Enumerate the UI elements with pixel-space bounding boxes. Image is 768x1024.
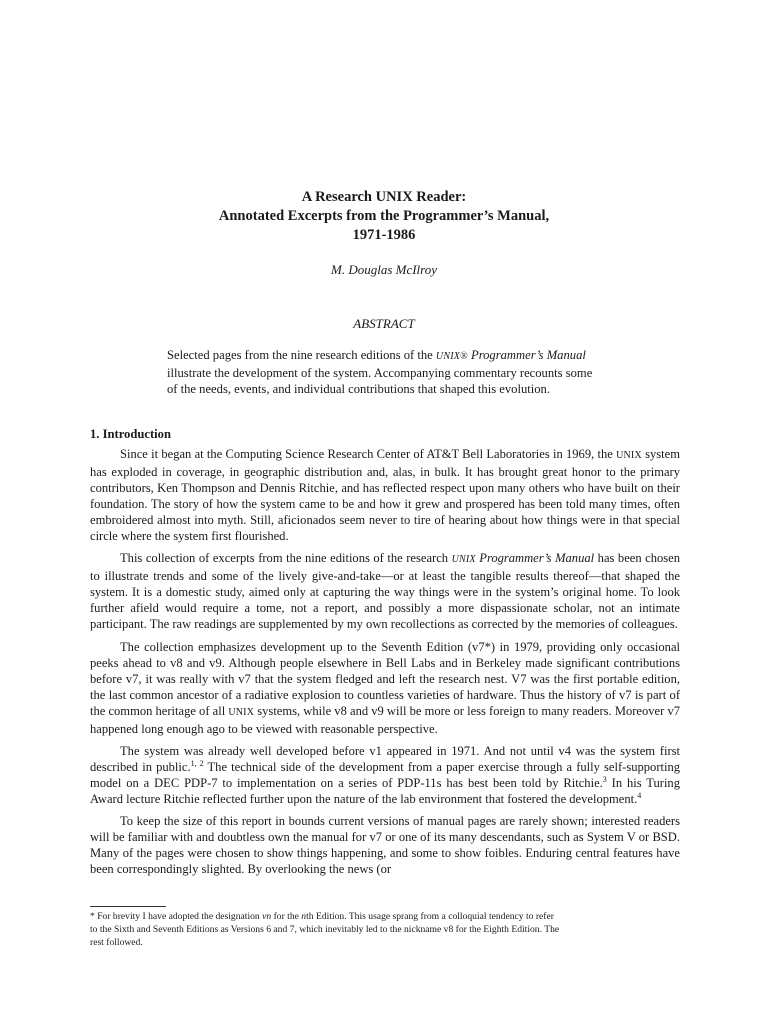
- footnote-vn: vn: [262, 911, 272, 922]
- abstract-text-pre: Selected pages from the nine research editions of the: [167, 348, 436, 362]
- title-line-2: Annotated Excerpts from the Programmer’s Manual,: [218, 208, 550, 224]
- abstract-unix: UNIX®: [435, 351, 468, 362]
- footnote-text-c: th Edition. This usage sprang from a colloquial tendency to refer to the Sixth and Seventh Editions as Versions 6 and 7, which inevitably led to the nickname v8 for the Eighth Edition. The rest followed.: [90, 911, 560, 948]
- paragraph-4-text-c: In his Turing Award lecture Ritchie reflected further upon the nature of the lab environment that fostered the development.: [90, 775, 680, 806]
- paragraph-1-text-a: Since it began at the Computing Science Research Center of AT&T Bell Laboratories in 1969, the: [120, 447, 617, 461]
- paragraph-2-text-b: has been chosen to illustrate trends and some of the lively give-and-take—or at least the tangible results thereof—that shaped the system. It is a domestic study, aimed only at capturing the way things were in the system’s original home. To look further afield would require a tome, not a report, and possibly a more dispassionate scholar, not an intimate participant. The raw readings are supplemented by my own recollections as corrected by the memories of colleagues.: [90, 551, 680, 632]
- footnote: [90, 910, 560, 949]
- citation-ref-4: 4: [637, 790, 642, 800]
- abstract-manual-title: Programmer’s Manual: [467, 348, 586, 362]
- paragraph-1: [90, 446, 680, 544]
- paragraph-5: To keep the size of this report in bounds current versions of manual pages are rarely shown; interested readers will be familiar with and doubtless own the manual for v7 or one of its many descendants, such as System V or BSD. Many of the pages were chosen to show things happening, and some to show foibles. Enduring central features have been correspondingly slighted. By overlooking the news (or: [90, 813, 680, 877]
- title-line-3: 1971-1986: [352, 227, 416, 243]
- abstract-heading: ABSTRACT: [353, 316, 415, 331]
- footnote-n: n: [301, 911, 307, 922]
- paper-title: [0, 188, 768, 245]
- paragraph-2-unix: UNIX: [451, 554, 476, 566]
- abstract-paragraph: [167, 347, 603, 397]
- footnote-paragraph: [90, 910, 560, 949]
- footnote-text-a: * For brevity I have adopted the designation: [90, 911, 263, 922]
- section-heading-introduction: 1. Introduction: [90, 427, 171, 441]
- paragraph-2: [90, 550, 680, 632]
- paragraph-3-unix: UNIX: [228, 706, 255, 718]
- body-text: [90, 446, 680, 883]
- paragraph-2-manual-title: Programmer’s Manual: [475, 551, 595, 566]
- paragraph-1-unix: UNIX: [616, 450, 642, 461]
- paragraph-3-text-a: The collection emphasizes development up to the Seventh Edition (v7*) in 1979, providing only occasional peeks ahead to v8 and v9. Although people elsewhere in Bell Labs and in Berkeley made significant contributions before v7, it was really with v7 that the system fledged and left the research nest. V7 was the first portable edition, the last common ancestor of a radiative explosion to countless varieties of hardware. Thus the history of v7 is part of the common heritage of all: [90, 639, 680, 718]
- citation-ref-1-2: 1, 2: [190, 758, 204, 768]
- footnote-text-b: for the: [271, 911, 302, 922]
- author-name: M. Douglas McIlroy: [330, 262, 438, 277]
- paragraph-2-text-a: This collection of excerpts from the nine editions of the research: [120, 551, 452, 566]
- paragraph-3: [90, 639, 680, 737]
- paragraph-1-text-b: system has exploded in coverage, in geographic distribution and, alas, in bulk. It has brought great honor to the primary contributors, Ken Thompson and Dennis Ritchie, and has reflected respect upon many others who have built on their foundation. The story of how the system came to be and how it grew and prospered has been told many times, often embroidered almost into myth. Still, aficionados seem never to tire of hearing about how things were in that special circle where the system first flourished.: [90, 447, 680, 544]
- paragraph-4: [90, 743, 680, 807]
- paragraph-4-text-a: The system was already well developed before v1 appeared in 1971. And not until v4 was the system first described in public.: [90, 743, 680, 774]
- footnote-divider: [90, 906, 166, 907]
- abstract-body: [167, 347, 603, 397]
- paragraph-3-text-b: systems, while v8 and v9 will be more or less foreign to many readers. Moreover v7 happened long enough ago to be viewed with reasonable perspective.: [90, 703, 680, 736]
- title-line-1: A Research UNIX Reader:: [301, 189, 467, 205]
- abstract-text-post: illustrate the development of the system. Accompanying commentary recounts some of the needs, events, and individual contributions that shaped this evolution.: [167, 366, 593, 396]
- paragraph-4-text-b: The technical side of the development from a paper exercise through a fully self-supporting model on a DEC PDP-7 to implementation on a series of PDP-11s has best been told by Ritchie.: [90, 759, 681, 790]
- citation-ref-3: 3: [602, 774, 607, 784]
